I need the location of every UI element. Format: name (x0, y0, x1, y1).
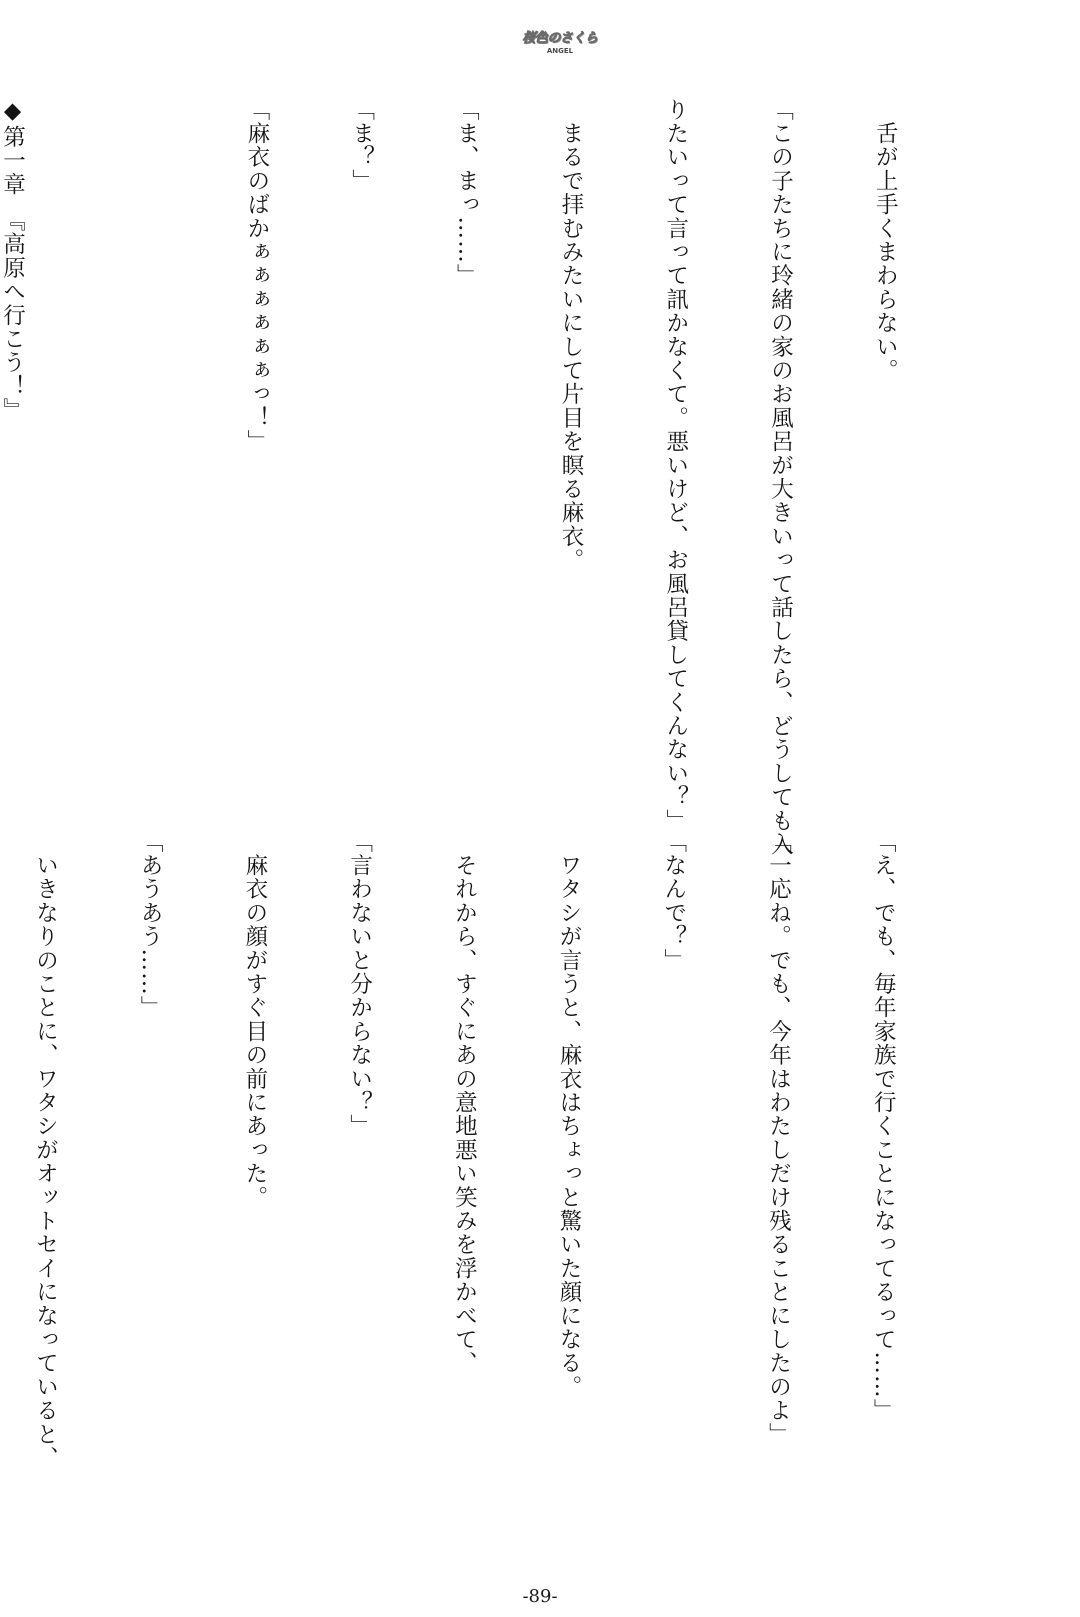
page-number: -89- (522, 1586, 558, 1607)
text-line: 舌が上手くまわらない。 (872, 98, 899, 383)
chapter-heading: ◆第一章 『高原へ行こう！』 (0, 98, 26, 423)
logo-title: 桜色のさくら (522, 31, 598, 46)
text-line: 麻衣の顔がすぐ目の前にあった。 (241, 830, 268, 1210)
text-line: りたいって言って訊かなくて。悪いけど、お風呂貸してくんない？」 (662, 98, 689, 833)
text-line: 「え、でも、毎年家族で行くことになってるって……」 (870, 830, 897, 1423)
text-line: ワタシが言うと、麻衣はちょっと驚いた顔になる。 (556, 830, 583, 1399)
text-line: いきなりのことに、ワタシがオットセイになっていると、 (32, 830, 59, 1470)
text-line: 「なんで？」 (660, 830, 687, 973)
logo-subtitle: ANGEL (546, 47, 574, 55)
text-line: まるで拝むみたいにして片目を瞑る麻衣。 (558, 98, 585, 572)
header-logo (505, 20, 615, 62)
text-line: 「一応ね。でも、今年はわたしだけ残ることにしたのよ」 (765, 830, 792, 1447)
text-line: 「ま？」 (348, 98, 375, 193)
text-line: それから、すぐにあの意地悪い笑みを浮かべて、 (451, 830, 478, 1376)
lower-text-block (0, 830, 970, 1530)
text-line: 「ま、まっ……」 (453, 98, 480, 288)
text-line: 「言わないと分からない？」 (346, 830, 373, 1139)
text-line: 「麻衣のばかぁぁぁぁぁぁっ！」 (243, 98, 270, 454)
upper-text-block (0, 98, 972, 857)
text-line: 「この子たちに玲緒の家のお風呂が大きいって話したら、どうしても入 (767, 98, 794, 857)
text-line: 「あうあう……」 (137, 830, 164, 1020)
